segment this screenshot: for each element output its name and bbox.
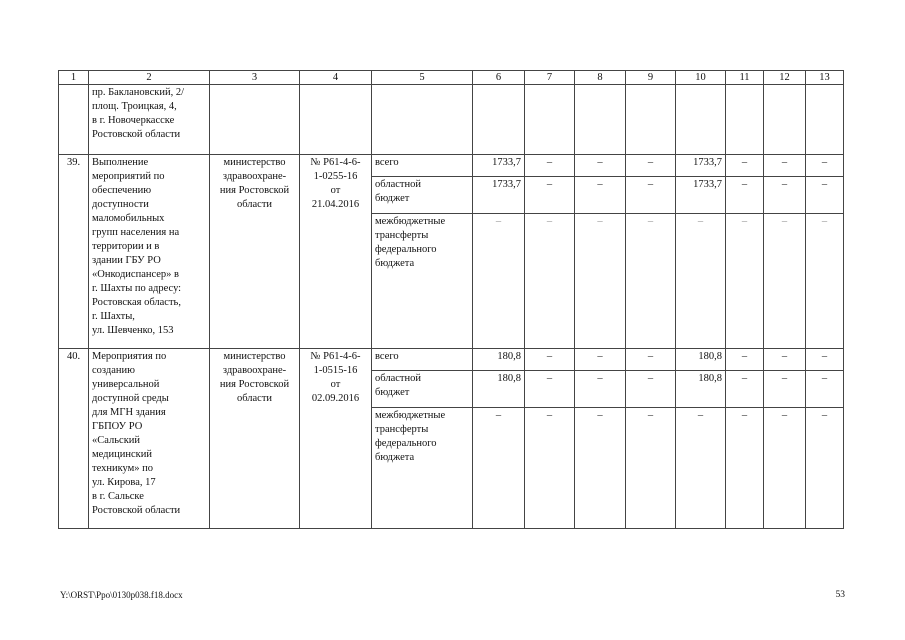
- col-number-6: 6: [473, 71, 525, 85]
- col-number-11: 11: [726, 71, 764, 85]
- order-number: № Р61-4-6- 1-0515-16 от 02.09.2016: [300, 349, 372, 529]
- value-cell: –: [726, 408, 764, 529]
- col-number-2: 2: [89, 71, 210, 85]
- value-cell: –: [626, 408, 676, 529]
- col-number-1: 1: [59, 71, 89, 85]
- col-number-4: 4: [300, 71, 372, 85]
- page-number: 53: [835, 590, 845, 600]
- funding-source: всего: [372, 349, 473, 371]
- value-cell: –: [806, 177, 844, 214]
- col-number-5: 5: [372, 71, 473, 85]
- continuation-row: [59, 85, 844, 155]
- value-cell: –: [626, 214, 676, 349]
- col-number-9: 9: [626, 71, 676, 85]
- responsible-ministry: министерство здравоохране- ния Ростовской области: [210, 155, 300, 349]
- value-cell: 180,8: [676, 371, 726, 408]
- value-cell: –: [473, 214, 525, 349]
- col-number-3: 3: [210, 71, 300, 85]
- value-cell: –: [525, 177, 575, 214]
- value-cell: 1733,7: [473, 155, 525, 177]
- value-cell: –: [676, 214, 726, 349]
- value-cell: –: [726, 214, 764, 349]
- column-number-row: [59, 71, 844, 85]
- value-cell: –: [626, 155, 676, 177]
- value-cell: –: [626, 371, 676, 408]
- activity-name: Выполнение мероприятий по обеспечению доступности маломобильных групп населения на территории и в здании ГБУ РО «Онкодиспансер» в г. Шахты по адресу: Ростовская область, г. Шахты, ул. Шевченко, 153: [89, 155, 210, 349]
- value-cell: –: [726, 349, 764, 371]
- value-cell: –: [726, 177, 764, 214]
- col-number-13: 13: [806, 71, 844, 85]
- value-cell: 1733,7: [676, 177, 726, 214]
- value-cell: –: [764, 155, 806, 177]
- table-row: [59, 349, 844, 371]
- value-cell: –: [676, 408, 726, 529]
- value-cell: –: [575, 349, 626, 371]
- value-cell: –: [764, 371, 806, 408]
- col-number-8: 8: [575, 71, 626, 85]
- table-row: [59, 155, 844, 177]
- activity-name: Мероприятия по созданию универсальной доступной среды для МГН здания ГБПОУ РО «Сальский медицинский техникум» по ул. Кирова, 17 в г. Сальске Ростовской области: [89, 349, 210, 529]
- value-cell: –: [525, 371, 575, 408]
- value-cell: –: [525, 214, 575, 349]
- value-cell: –: [764, 408, 806, 529]
- value-cell: –: [726, 155, 764, 177]
- value-cell: –: [806, 155, 844, 177]
- value-cell: –: [575, 177, 626, 214]
- value-cell: 1733,7: [473, 177, 525, 214]
- value-cell: 180,8: [676, 349, 726, 371]
- funding-source: областной бюджет: [372, 177, 473, 214]
- value-cell: 180,8: [473, 349, 525, 371]
- value-cell: –: [726, 371, 764, 408]
- document-file-path: Y:\ORST\Ppo\0130p038.f18.docx: [60, 590, 183, 600]
- value-cell: 180,8: [473, 371, 525, 408]
- funding-source: межбюджетные трансферты федерального бюджета: [372, 408, 473, 529]
- funding-source: всего: [372, 155, 473, 177]
- value-cell: –: [525, 408, 575, 529]
- row-number: 39.: [59, 155, 89, 349]
- value-cell: –: [806, 214, 844, 349]
- budget-table: [58, 70, 844, 529]
- value-cell: –: [626, 349, 676, 371]
- responsible-ministry: министерство здравоохране- ния Ростовской области: [210, 349, 300, 529]
- value-cell: –: [806, 349, 844, 371]
- value-cell: –: [806, 408, 844, 529]
- funding-source: межбюджетные трансферты федерального бюджета: [372, 214, 473, 349]
- value-cell: 1733,7: [676, 155, 726, 177]
- continued-address: пр. Баклановский, 2/ площ. Троицкая, 4, в г. Новочеркасске Ростовской области: [89, 85, 210, 155]
- value-cell: –: [525, 155, 575, 177]
- value-cell: –: [575, 155, 626, 177]
- value-cell: –: [764, 349, 806, 371]
- col-number-7: 7: [525, 71, 575, 85]
- value-cell: –: [575, 371, 626, 408]
- value-cell: –: [626, 177, 676, 214]
- col-number-12: 12: [764, 71, 806, 85]
- value-cell: –: [764, 177, 806, 214]
- value-cell: –: [525, 349, 575, 371]
- order-number: № Р61-4-6- 1-0255-16 от 21.04.2016: [300, 155, 372, 349]
- value-cell: –: [473, 408, 525, 529]
- value-cell: –: [575, 214, 626, 349]
- col-number-10: 10: [676, 71, 726, 85]
- row-number: 40.: [59, 349, 89, 529]
- value-cell: –: [575, 408, 626, 529]
- funding-source: областной бюджет: [372, 371, 473, 408]
- value-cell: –: [806, 371, 844, 408]
- value-cell: –: [764, 214, 806, 349]
